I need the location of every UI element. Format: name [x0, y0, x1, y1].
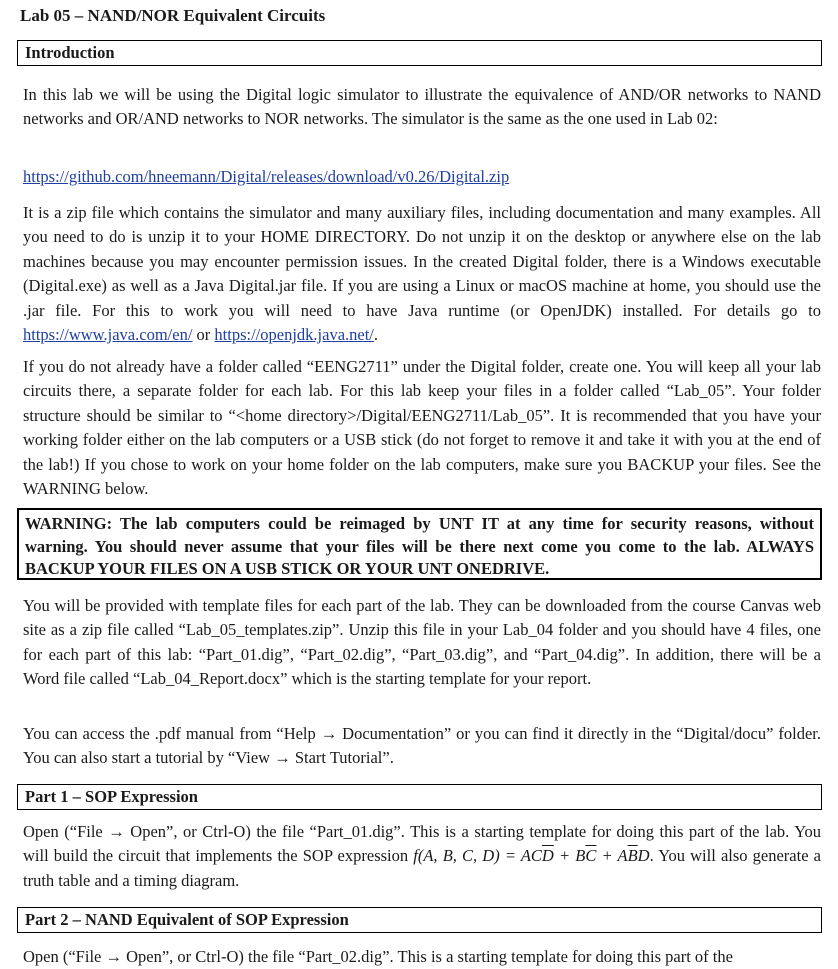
- expr-d-bar: $\overline{D}$: [541, 846, 554, 866]
- sop-expression: [413, 846, 649, 865]
- expr-c-bar: $\overline{C}$: [585, 846, 597, 866]
- intro-paragraph-3: [23, 201, 821, 347]
- part1-text-b: You will also generate a truth table and a timing diagram.: [23, 846, 821, 890]
- intro-paragraph-6: You can access the .pdf manual from “Help → Documentation” or you can find it directly in the “Digital/docu” folder. You can also start a tutorial by “View → Start Tutorial”.: [23, 724, 821, 768]
- intro-p3-text: It is a zip file which contains the simulator and many auxiliary files, including documentation and many examples. All you need to do is unzip it to your HOME DIRECTORY. Do not unzip it on the desktop or anywhere else on the lab machines because you may encounter permission issues. In the created Digital folder, there is a Windows executable (Digital.exe) as well as a Java Digital.jar file. If you are using a Linux or macOS machine at home, you should use the .jar file. For this to work you will need to have Java runtime (or OpenJDK) installed. For details go to: [23, 203, 821, 320]
- part1-paragraph: [23, 820, 821, 893]
- section-heading-part2: Part 2 – NAND Equivalent of SOP Expression: [17, 907, 822, 933]
- download-paragraph: [23, 165, 821, 189]
- digital-download-link[interactable]: https://github.com/hneemann/Digital/releases/download/v0.26/Digital.zip: [23, 167, 510, 186]
- intro-paragraph-1: In this lab we will be using the Digital logic simulator to illustrate the equivalence of AND/OR networks to NAND networks and OR/AND networks to NOR networks. The simulator is the same as the one used in Lab 02:: [23, 85, 821, 129]
- expr-plus-2: + A: [596, 846, 628, 866]
- openjdk-link[interactable]: https://openjdk.java.net/: [214, 325, 374, 345]
- expr-end: .: [649, 846, 654, 866]
- section-heading-part1: Part 1 – SOP Expression: [17, 784, 822, 810]
- part2-paragraph: Open (“File → Open”, or Ctrl-O) the file “Part_02.dig”. This is a starting template for doing this part of the: [23, 947, 733, 966]
- section-heading-introduction: Introduction: [17, 40, 822, 66]
- doc-title: Lab 05 – NAND/NOR Equivalent Circuits: [20, 6, 326, 25]
- intro-paragraph-5: You will be provided with template files for each part of the lab. They can be downloaded from the course Canvas web site as a zip file called “Lab_05_templates.zip”. Unzip this file in your Lab_04 folder and you should have 4 files, one for each part of this lab: “Part_01.dig”, “Part_02.dig”, “Part_03.dig”, and “Part_04.dig”. In addition, there will be a Word file called “Lab_04_Report.docx” which is the starting template for your report.: [23, 596, 821, 689]
- expr-plus-1: + B: [553, 846, 586, 866]
- part1-text-a: Open (“File → Open”, or Ctrl-O) the file “Part_01.dig”. This is a starting template for doing this part of the lab. You will build the circuit that implements the SOP expression: [23, 822, 821, 866]
- java-link[interactable]: https://www.java.com/en/: [23, 325, 193, 345]
- intro-p3-end: .: [373, 325, 379, 345]
- intro-p3-or: or: [196, 325, 211, 345]
- expr-d: D: [637, 846, 650, 866]
- intro-paragraph-4: If you do not already have a folder called “EENG2711” under the Digital folder, create one. You will keep all your lab circuits there, a separate folder for each lab. For this lab keep your files in a folder called “Lab_05”. Your folder structure should be similar to “<home directory>/Digital/EENG2711/Lab_05”. It is recommended that you have your working folder either on the lab computers or a USB stick (do not forget to remove it and take it with you at the end of the lab!) If you chose to work on your home folder on the lab computers, make sure you BACKUP your files. See the WARNING below.: [23, 357, 821, 499]
- expr-b-bar: $\overline{B}$: [627, 846, 638, 866]
- expr-lhs: f(A, B, C, D) = AC: [413, 846, 542, 866]
- warning-box: WARNING: The lab computers could be reimaged by UNT IT at any time for security reasons, without warning. You should never assume that your files will be there next come you come to the lab. ALWAYS BACKUP YOUR FILES ON A USB STICK OR YOUR UNT ONEDRIVE.: [17, 508, 822, 580]
